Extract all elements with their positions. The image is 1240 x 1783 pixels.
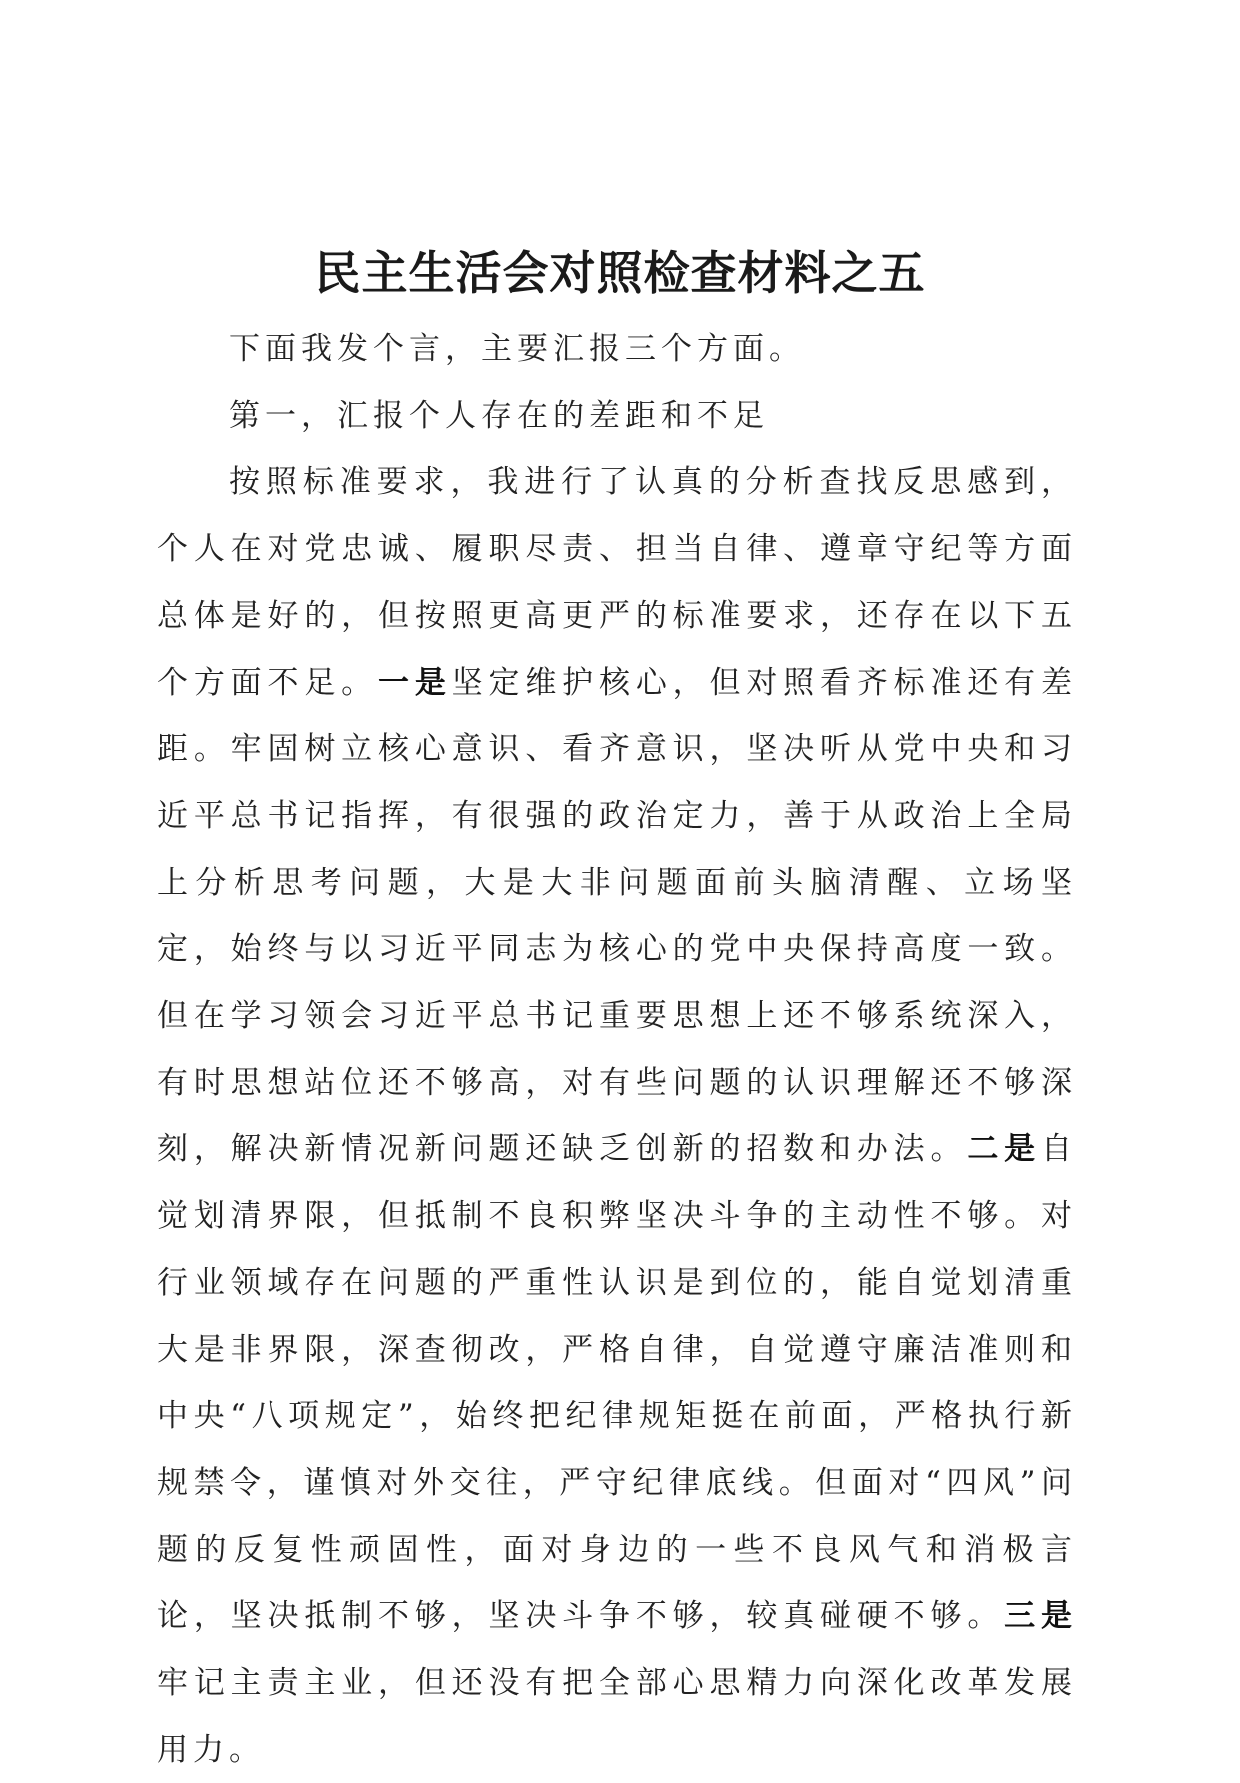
paragraph-text-3: 自觉划清界限，但抵制不良积弊坚决斗争的主动性不够。对行业领域存在问题的严重性认识是到位的，能自觉划清重大是非界限，深查彻改，严格自律，自觉遵守廉洁准则和中央“八项规定”，始终把纪律规矩挺在前面，严格执行新规禁令，谨慎对外交往，严守纪律底线。但面对“四风”问题的反复性顽固性，面对身边的一些不良风气和消极言论，坚决抵制不够，坚决斗争不够，较真碰硬不够。 — [157, 1131, 1078, 1635]
main-paragraph — [157, 449, 1077, 1783]
bold-marker-one: 一是 — [378, 664, 452, 701]
paragraph-text-2: 坚定维护核心，但对照看齐标准还有差距。牢固树立核心意识、看齐意识，坚决听从党中央和习近平总书记指挥，有很强的政治定力，善于从政治上全局上分析思考问题，大是大非问题面前头脑清醒、立场坚定，始终与以习近平同志为核心的党中央保持高度一致。但在学习领会习近平总书记重要思想上还不够系统深入，有时思想站位还不够高，对有些问题的认识理解还不够深刻，解决新情况新问题还缺乏创新的招数和办法。 — [157, 664, 1078, 1168]
paragraph-text-1: 按照标准要求，我进行了认真的分析查找反思感到，个人在对党忠诚、履职尽责、担当自律、遵章守纪等方面总体是好的，但按照更高更严的标准要求，还存在以下五个方面不足。 — [157, 464, 1077, 701]
document-body — [157, 316, 1077, 1783]
bold-marker-two: 二是 — [967, 1131, 1042, 1168]
document-title: 民主生活会对照检查材料之五 — [314, 245, 926, 300]
bold-marker-three: 三是 — [1004, 1598, 1078, 1635]
paragraph-text-4: 牢记主责主业，但还没有把全部心思精力向深化改革发展用力。 — [157, 1665, 1077, 1768]
intro-paragraph: 下面我发个言，主要汇报三个方面。 — [229, 331, 805, 367]
section-heading: 第一，汇报个人存在的差距和不足 — [229, 397, 769, 434]
